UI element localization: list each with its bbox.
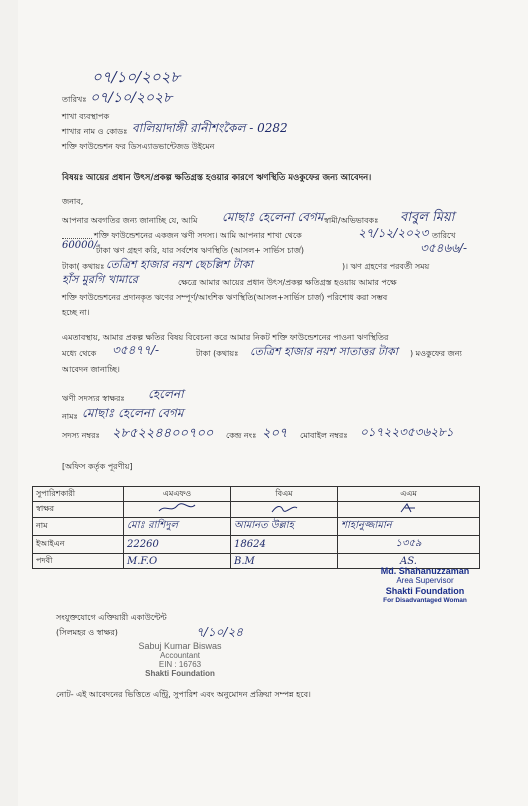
body-text: হচ্ছে না। <box>62 308 90 317</box>
balance-handwritten: ৩৫৪৬৬/- <box>420 241 468 255</box>
loan-date-handwritten: ২৭/১২/২০২৩ <box>358 226 429 240</box>
salutation: জনাব, <box>62 197 84 206</box>
table-cell: মোঃ রাশিদুল <box>124 518 231 536</box>
body-text: স্বামী/অভিভাবকঃ <box>324 216 379 225</box>
table-cell: ১৩৫৯ <box>338 536 480 554</box>
body-text: আবেদন জানাচ্ছি। <box>62 365 120 374</box>
table-row <box>33 518 480 536</box>
table-cell: 22260 <box>124 536 231 554</box>
organization-line: শক্তি ফাউন্ডেশন ফর ডিসএ্যাডভান্টেজড উইমেন <box>62 142 215 151</box>
table-row-label: নাম <box>33 518 124 536</box>
waiver-words-handwritten: তেত্রিশ হাজার নয়শ সাতাত্তর টাকা <box>250 345 398 358</box>
body-text: এমতাবস্থায়, আমার প্রকল্প ক্ষতির বিষয় বিবেচনা করে আমার নিকট শক্তি ফাউন্ডেশনের পাওনা ঋণস্থিতির <box>62 333 389 342</box>
applicant-name-value: মোছাঃ হেলেনা বেগম <box>82 406 184 420</box>
mobile-number-label: মোবাইল নম্বরঃ <box>300 431 348 440</box>
accountant-org: Shakti Foundation <box>145 669 215 678</box>
stamp-org-sub: For Disadvantaged Woman <box>383 597 467 604</box>
accountant-label: সংযুক্তযোগে এক্তিয়ারী একাউন্টেন্ট <box>56 613 167 622</box>
applicant-name-handwritten: মোছাঃ হেলেনা বেগম <box>222 210 324 224</box>
table-cell: 18624 <box>231 536 338 554</box>
accountant-name: Sabuj Kumar Biswas <box>138 641 222 651</box>
applicant-signature-label: ঋণী সদস্যর স্বাক্ষরঃ <box>62 394 125 403</box>
center-number-label: কেন্দ্র নংঃ <box>226 431 257 440</box>
body-text: টাকা (কথায়ঃ <box>196 349 239 358</box>
waiver-amount-handwritten: ৩৫৪৭৭/- <box>112 343 160 357</box>
accountant-ein: EIN : 16763 <box>158 660 202 669</box>
loan-amount-handwritten: 60000/- <box>62 240 101 251</box>
table-row <box>33 536 480 554</box>
table-cell: M.F.O <box>124 554 231 569</box>
table-cell: AS. <box>338 554 480 569</box>
applicant-name-label: নামঃ <box>62 412 78 421</box>
body-text: টাকা( কথায়ঃ <box>62 262 105 271</box>
office-note: [অফিস কর্তৃক পূরণীয়] <box>62 462 133 471</box>
date-label: তারিখঃ <box>62 95 87 104</box>
accountant-signature-date: ৭/১০/২৪ <box>196 625 244 639</box>
body-text: ) মওকুফের জন্য <box>410 349 462 358</box>
member-number-value: ২৮৫২২৪৪০০৭০০ <box>112 426 214 441</box>
table-row-label: স্বাক্ষর <box>33 502 124 518</box>
signature-cell <box>124 502 231 518</box>
signature-mark <box>269 502 299 514</box>
table-header-cell: সুপারিশকারী <box>33 487 124 502</box>
table-cell: শাহানুজ্জামান <box>338 518 480 536</box>
date-value: ০৭/১০/২০২৮ <box>90 90 173 106</box>
applicant-signature: হেলেনা <box>148 387 184 401</box>
body-text: মধ্যে থেকে <box>62 349 97 358</box>
signature-mark <box>157 502 197 514</box>
member-number-label: সদস্য নম্বরঃ <box>62 431 100 440</box>
table-cell: আমানত উল্লাহ <box>231 518 338 536</box>
recipient-line: শাখা ব্যবস্থাপক <box>62 112 110 121</box>
body-text: )। ঋণ গ্রহণের পরবর্তী সময় <box>342 262 430 271</box>
recommendation-table <box>32 486 480 569</box>
stamp-org: Shakti Foundation <box>385 586 465 596</box>
body-text: শক্তি ফাউন্ডেশনের একজন ঋণী সদস্য। আমি আপনার শাখা থেকে <box>94 231 302 240</box>
branch-label: শাখার নাম ও কোডঃ <box>62 127 128 136</box>
mobile-number-value: ০১৭২২৩৫৩৬২৮১ <box>360 425 454 439</box>
table-row-label: ইআইএন <box>33 536 124 554</box>
body-text: আপনার অবগতির জন্য জানাচ্ছি যে, আমি <box>62 216 198 225</box>
table-header-cell: এএম <box>338 487 480 502</box>
subject-label: বিষয়ঃ <box>62 173 84 183</box>
signature-mark <box>397 502 421 514</box>
date-handwritten-top: ০৭/১০/২০২৮ <box>92 68 181 86</box>
stamp-title: Area Supervisor <box>396 576 454 585</box>
accountant-title: Accountant <box>159 651 201 660</box>
stamp-name: Md. Shahanuzzaman <box>380 566 470 576</box>
table-row <box>33 502 480 518</box>
accountant-stamp <box>120 642 240 678</box>
center-number-value: ২০৭ <box>262 426 288 441</box>
area-supervisor-stamp <box>370 566 480 606</box>
table-header-row <box>33 487 480 502</box>
dotted-line <box>62 238 92 239</box>
footer-note: নোট- এই আবেদনের ভিত্তিতে এন্ট্রি, সুপারিশ এবং অনুমোদন প্রক্রিয়া সম্পন্ন হবে। <box>56 690 311 699</box>
body-text: শক্তি ফাউন্ডেশনের প্রদানকৃত ঋণের সম্পূর্ণ/আংশিক ঋণস্থিতি(আসল+সার্ভিস চার্জ) পরিশোধ করা সম্ভব <box>62 293 388 302</box>
signature-cell <box>338 502 480 518</box>
subject-text: আয়ের প্রধান উৎস/প্রকল্প ক্ষতিগ্রস্ত হওয়ার কারণে ঋণস্থিতি মওকুফের জন্য আবেদন। <box>86 173 372 183</box>
table-header-cell: এমএফও <box>124 487 231 502</box>
body-text: তারিখে <box>432 231 456 240</box>
project-handwritten: হাঁস মুরগি খামারে <box>62 273 138 286</box>
table-cell: B.M <box>231 554 338 569</box>
signature-cell <box>231 502 338 518</box>
table-header-cell: বিএম <box>231 487 338 502</box>
body-text: টাকা ঋণ গ্রহণ করি, যার সর্বশেষ ঋণস্থিতি (আসল+ সার্ভিস চার্জ) <box>96 246 305 255</box>
body-text: ক্ষেত্রে আমার আয়ের প্রধান উৎস/প্রকল্প ক্ষতিগ্রস্ত হওয়ায় আমার পক্ষে <box>178 278 397 287</box>
accountant-seal-label: (সিলমহর ও স্বাক্ষর) <box>56 628 118 637</box>
table-row-label: পদবী <box>33 554 124 569</box>
balance-words-handwritten: তেত্রিশ হাজার নয়শ ছেচল্লিশ টাকা <box>106 258 253 271</box>
branch-value: বালিয়াদাঙ্গী রানীশংকৈল - 0282 <box>132 121 288 135</box>
guardian-name-handwritten: বাবুল মিয়া <box>400 210 455 225</box>
